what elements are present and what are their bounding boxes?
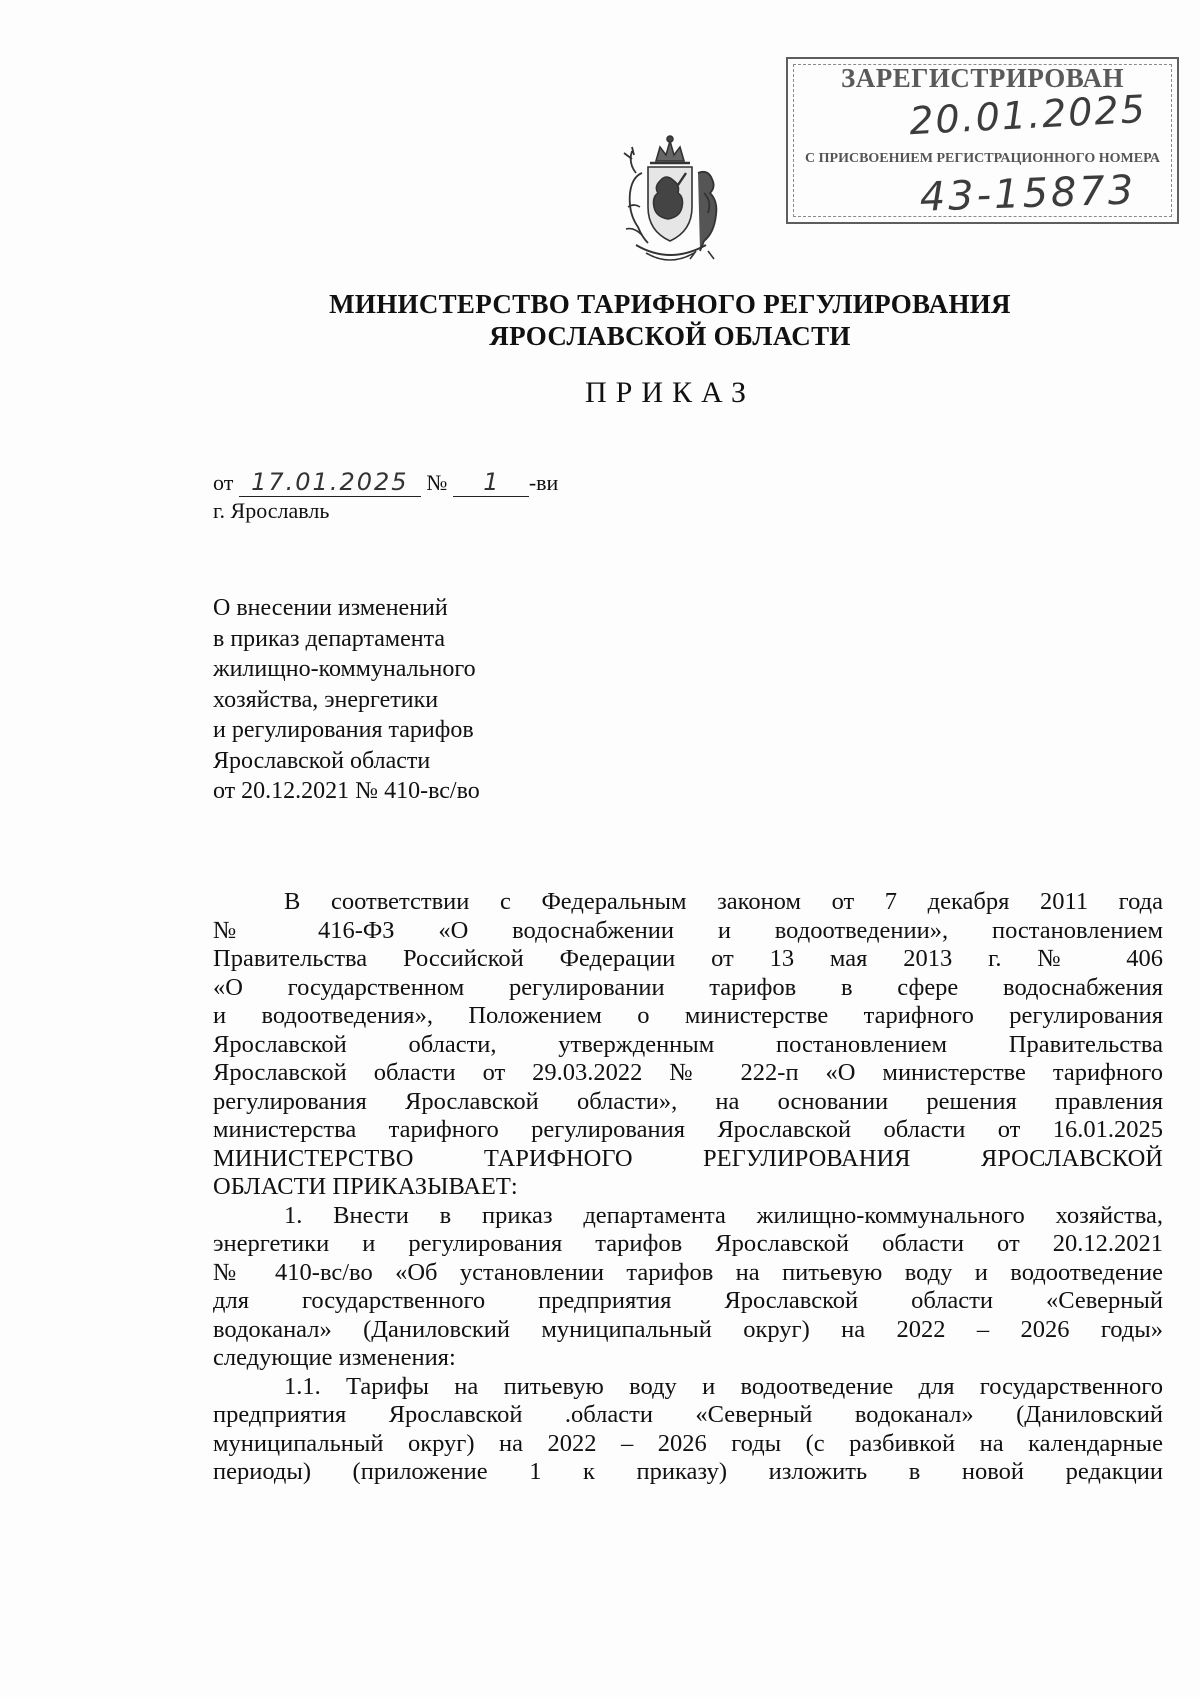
order-date-number-line — [213, 468, 558, 497]
ministry-name-line2: ЯРОСЛАВСКОЙ ОБЛАСТИ — [489, 321, 851, 351]
body-line: энергетики и регулирования тарифов Ярославской области от 20.12.2021 — [213, 1230, 1163, 1257]
body-line: следующие изменения: — [213, 1344, 456, 1371]
body-line: МИНИСТЕРСТВО ТАРИФНОГО РЕГУЛИРОВАНИЯ ЯРОСЛАВСКОЙ — [213, 1144, 1163, 1172]
body-line: для государственного предприятия Ярославской области «Северный — [213, 1287, 1163, 1314]
order-number: 1 — [453, 468, 529, 497]
order-number-sign: № — [426, 470, 448, 495]
subject-line: жилищно-коммунального — [213, 656, 476, 682]
body-line: ОБЛАСТИ ПРИКАЗЫВАЕТ: — [213, 1173, 518, 1200]
subject-line: О внесении изменений — [213, 595, 448, 621]
order-date: 17.01.2025 — [239, 468, 421, 497]
body-line: № 410-вс/во «Об установлении тарифов на питьевую воду и водоотведение — [213, 1258, 1163, 1286]
stamp-subtitle: С ПРИСВОЕНИЕМ РЕГИСТРАЦИОННОГО НОМЕРА — [805, 151, 1160, 166]
order-number-suffix: -ви — [528, 470, 559, 495]
document-type-title: ПРИКАЗ — [585, 376, 755, 409]
subject-line: Ярославской области — [213, 747, 431, 774]
order-city: г. Ярославль — [213, 498, 330, 523]
body-line: и водоотведения», Положением о министерстве тарифного регулирования — [213, 1002, 1163, 1029]
body-line: 1.1. Тарифы на питьевую воду и водоотведение для государственного — [284, 1372, 1163, 1400]
subject-line: и регулирования тарифов — [213, 717, 474, 743]
ministry-name-line1: МИНИСТЕРСТВО ТАРИФНОГО РЕГУЛИРОВАНИЯ — [329, 289, 1011, 319]
body-line: водоканал» (Даниловский муниципальный округ) на 2022 – 2026 годы» — [213, 1315, 1163, 1343]
subject-line: хозяйства, энергетики — [213, 686, 439, 713]
body-line: «О государственном регулировании тарифов в сфере водоснабжения — [213, 973, 1163, 1001]
body-line: министерства тарифного регулирования Ярославской области от 16.01.2025 — [213, 1116, 1163, 1143]
body-line: № 416-ФЗ «О водоснабжении и водоотведении», постановлением — [213, 916, 1163, 944]
body-line: 1. Внести в приказ департамента жилищно-коммунального хозяйства, — [284, 1201, 1163, 1229]
subject-line: в приказ департамента — [213, 625, 446, 652]
subject-line: от 20.12.2021 № 410-вс/во — [213, 778, 480, 804]
body-line: В соответствии с Федеральным законом от 7 декабря 2011 года — [284, 888, 1163, 915]
body-line: регулирования Ярославской области», на основании решения правления — [213, 1087, 1163, 1115]
stamp-date: 20.01.2025 — [908, 86, 1148, 144]
order-date-prefix: от — [213, 470, 234, 495]
body-line: периоды) (приложение 1 к приказу) изложить в новой редакции — [213, 1458, 1163, 1485]
body-line: предприятия Ярославской .области «Северный водоканал» (Даниловский — [213, 1401, 1163, 1428]
body-line: Ярославской области, утвержденным постановлением Правительства — [213, 1030, 1163, 1058]
body-line: муниципальный округ) на 2022 – 2026 годы (с разбивкой на календарные — [213, 1429, 1163, 1457]
coat-of-arms-icon — [606, 133, 734, 269]
order-body — [213, 888, 1163, 1487]
stamp-title: ЗАРЕГИСТРИРОВАН — [840, 63, 1125, 93]
body-line: Правительства Российской Федерации от 13 мая 2013 г. № 406 — [213, 945, 1163, 972]
order-subject — [213, 593, 480, 807]
body-line: Ярославской области от 29.03.2022 № 222-п «О министерстве тарифного — [213, 1059, 1163, 1086]
registration-stamp — [786, 57, 1179, 224]
stamp-registration-number: 43-15873 — [918, 167, 1138, 221]
